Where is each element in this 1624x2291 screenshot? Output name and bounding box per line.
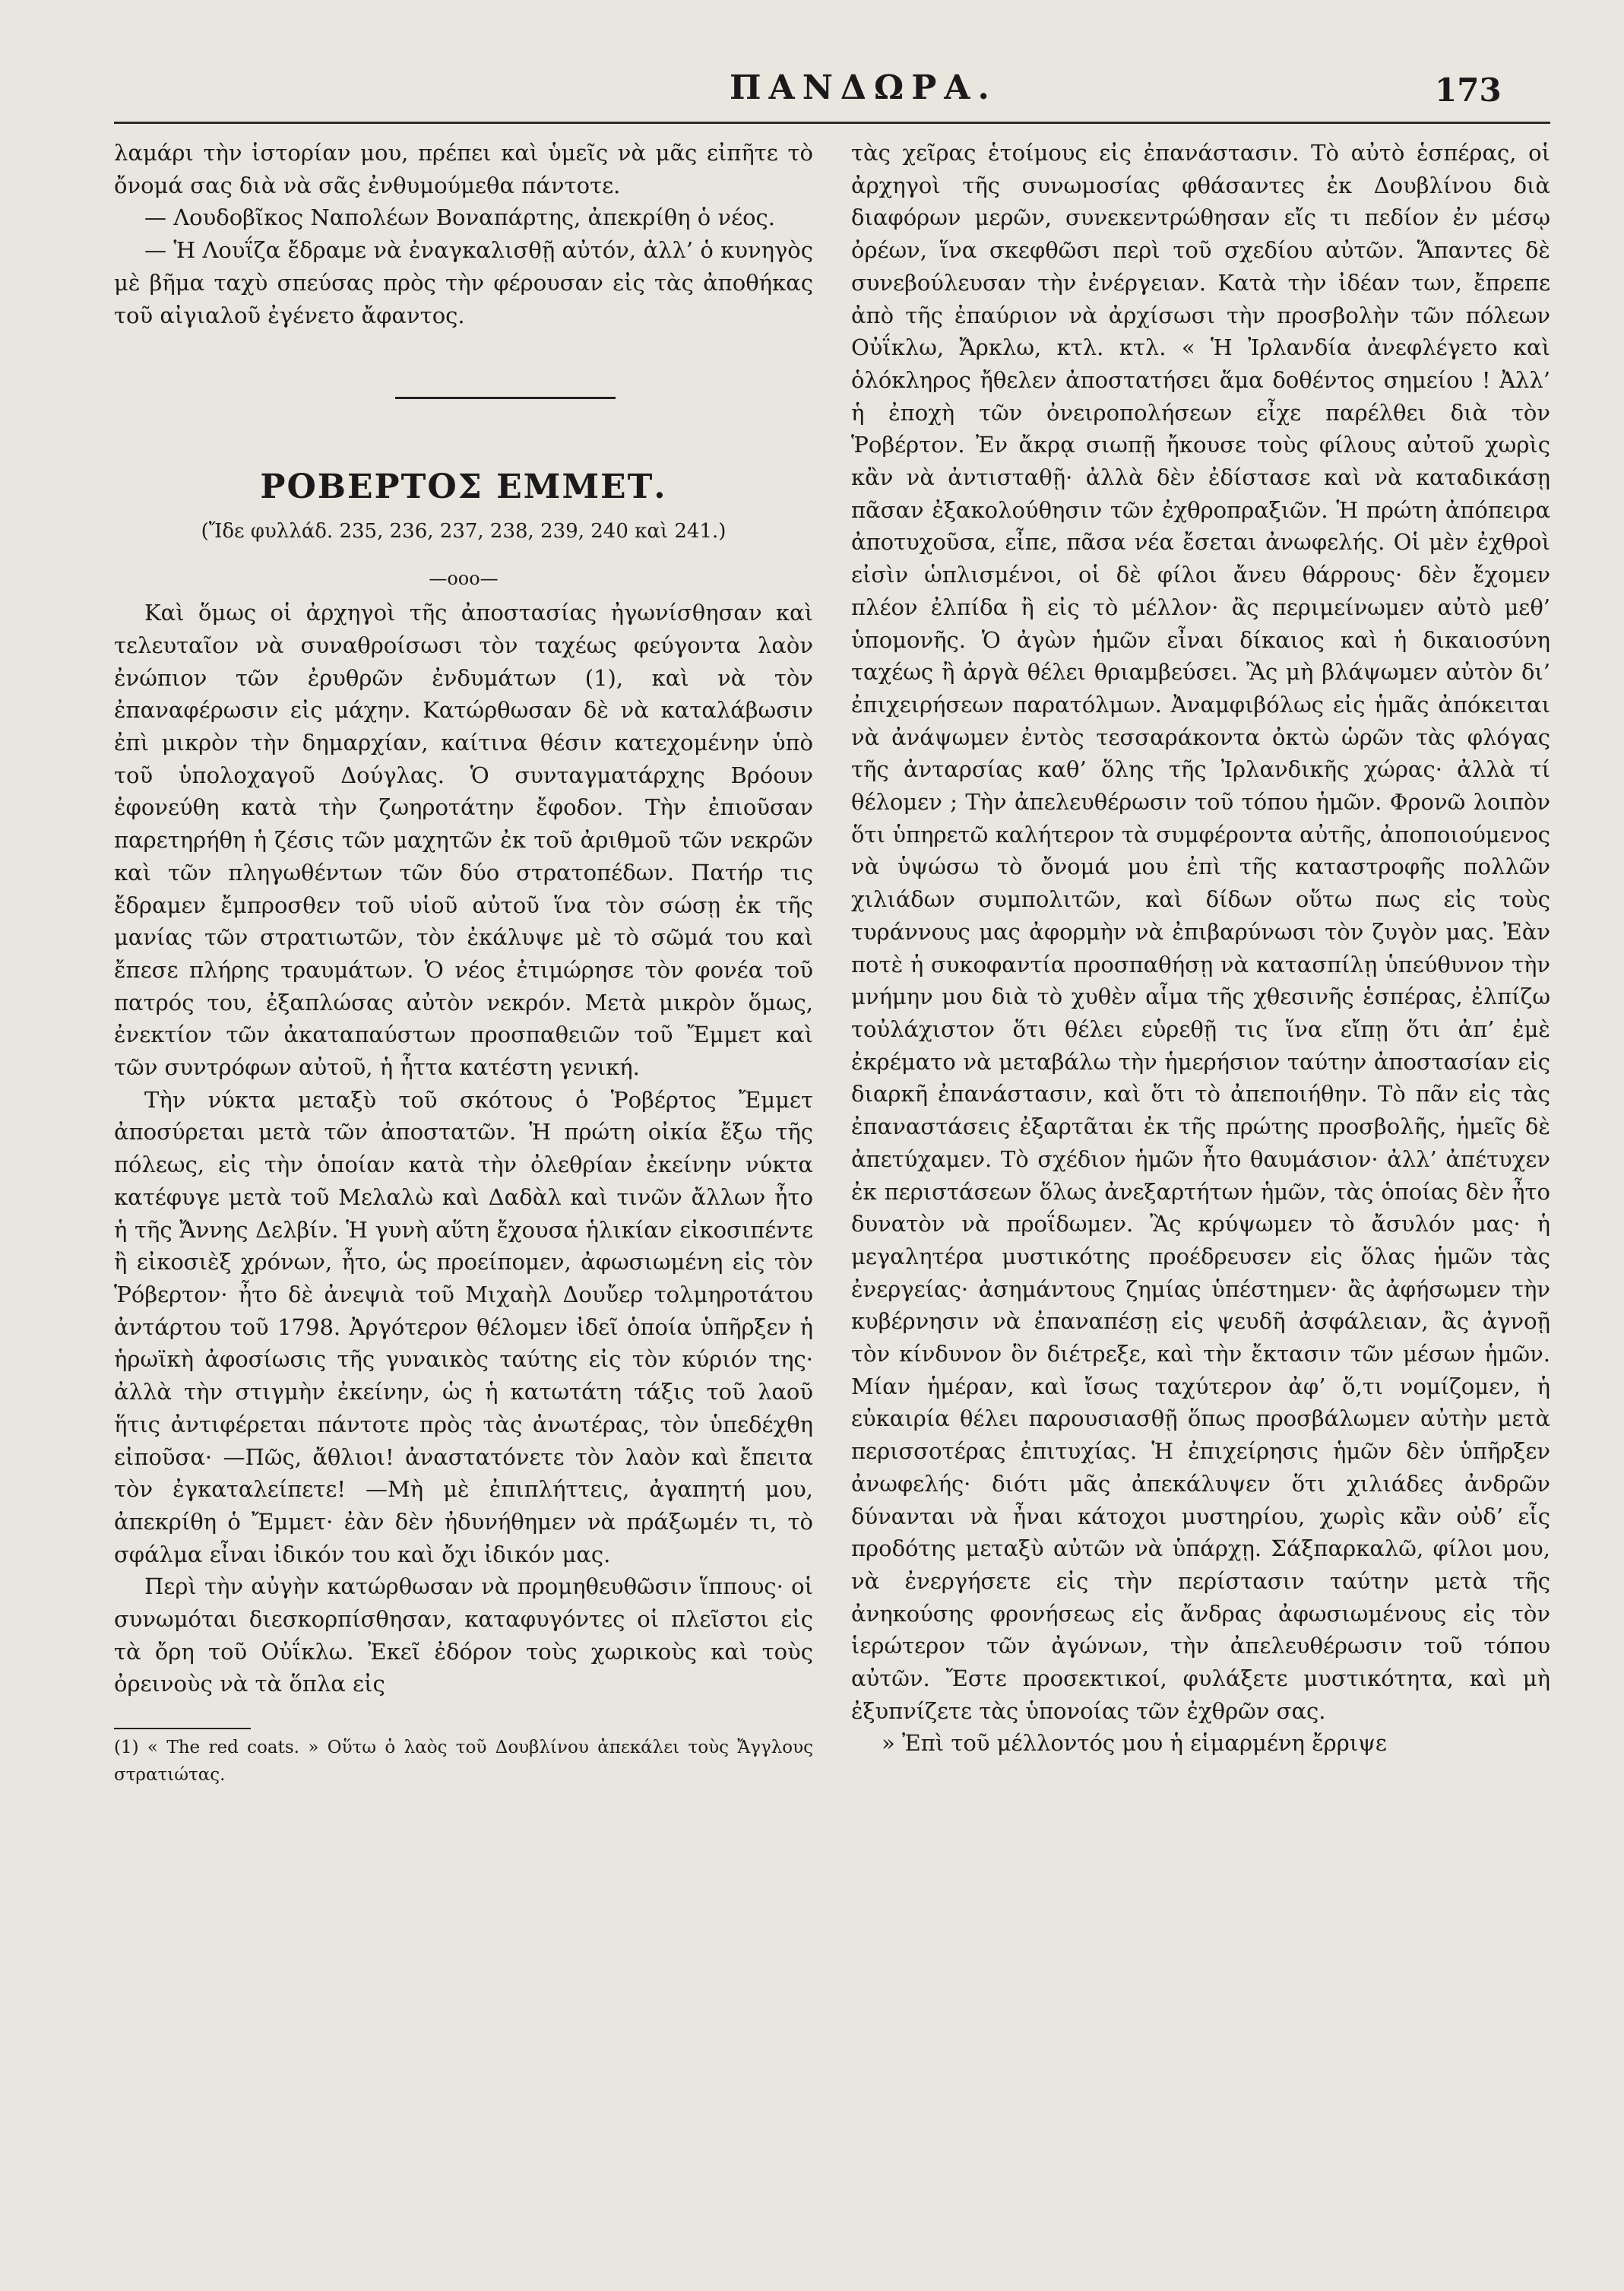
intro-paragraph: — Λουδοβῖκος Ναπολέων Βοναπάρτης, ἀπεκρίθη ὁ νέος.: [144, 204, 776, 231]
left-column: [114, 137, 813, 1789]
body-paragraph: Τὴν νύκτα μεταξὺ τοῦ σκότους ὁ Ῥοβέρτος Ἔμμετ ἀποσύρεται μετὰ τῶν ἀποστατῶν. Ἡ πρώτη οἰκία ἔξω τῆς πόλεως, εἰς τὴν ὁποίαν κατὰ τὴν ὀλεθρίαν ἐκείνην νύκτα κατέφυγε μετὰ τοῦ Μελαλὼ καὶ Δαδὰλ καὶ τινῶν ἄλλων ἦτο ἡ τῆς Ἄννης Δελβίν. Ἡ γυνὴ αὕτη ἔχουσα ἡλικίαν εἰκοσιπέντε ἢ εἰκοσιὲξ χρόνων, ἦτο, ὡς προείπομεν, ἀφωσιωμένη εἰς τὸν Ῥόβερτον· ἦτο δὲ ἀνεψιὰ τοῦ Μιχαὴλ Δουὔερ τολμηροτάτου ἀντάρτου τοῦ 1798. Ἀργότερον θέλομεν ἰδεῖ ὁποία ὑπῆρξεν ἡ ἡρωϊκὴ ἀφοσίωσις τῆς γυναικὸς ταύτης εἰς τὸν κύριόν της· ἀλλὰ τὴν στιγμὴν ἐκείνην, ὡς ἡ κατωτάτη τάξις τοῦ λαοῦ ἥτις ἀντιφέρεται πάντοτε πρὸς τὰς ἀνωτέρας, τὸν ὑπεδέχθη εἰποῦσα· —Πῶς, ἄθλιοι! ἀναστατόνετε τὸν λαὸν καὶ ἔπειτα τὸν ἐγκαταλείπετε! —Μὴ μὲ ἐπιπλήττεις, ἀγαπητή μου, ἀπεκρίθη ὁ Ἔμμετ· ἐὰν δὲν ἠδυνήθημεν νὰ πράξωμέν τι, τὸ σφάλμα εἶναι ἰδικόν του καὶ ὄχι ἰδικόν μας.: [114, 1086, 813, 1567]
ornament-separator: —οοο—: [429, 568, 499, 590]
right-column: [851, 137, 1550, 1760]
body-paragraph: Περὶ τὴν αὐγὴν κατώρθωσαν νὰ προμηθευθῶσιν ἵππους· οἱ συνωμόται διεσκορπίσθησαν, καταφυγόντες οἱ πλεῖστοι εἰς τὰ ὄρη τοῦ Οὐΐκλω. Ἐκεῖ ἐδόρον τοὺς χωρικοὺς καὶ τοὺς ὀρεινοὺς νὰ τὰ ὅπλα εἰς: [114, 1573, 813, 1697]
body-paragraph: Καὶ ὅμως οἱ ἀρχηγοὶ τῆς ἀποστασίας ἠγωνίσθησαν καὶ τελευταῖον νὰ συναθροίσωσι τὸν ταχέως φεύγοντα λαὸν ἐνώπιον τῶν ἐρυθρῶν ἐνδυμάτων (1), καὶ νὰ τὸν ἐπαναφέρωσιν εἰς μάχην. Κατώρθωσαν δὲ νὰ καταλάβωσιν ἐπὶ μικρὸν τὴν δημαρχίαν, καίτινα θέσιν κατεχομένην ὑπὸ τοῦ ὑπολοχαγοῦ Δούγλας. Ὁ συνταγματάρχης Βρόουν ἐφονεύθη κατὰ τὴν ζωηροτάτην ἔφοδον. Τὴν ἐπιοῦσαν παρετηρήθη ἡ ζέσις τῶν μαχητῶν ἐκ τοῦ ἀριθμοῦ τῶν νεκρῶν καὶ τῶν πληγωθέντων τῶν δύο στρατοπέδων. Πατήρ τις ἔδραμεν ἔμπροσθεν τοῦ υἱοῦ αὐτοῦ ἵνα τὸν σώσῃ ἐκ τῆς μανίας τῶν στρατιωτῶν, τὸν ἐκάλυψε μὲ τὸ σῶμά του καὶ ἔπεσε πλήρης τραυμάτων. Ὁ νέος ἐτιμώρησε τὸν φονέα τοῦ πατρός του, ἐξαπλώσας αὐτὸν νεκρόν. Μετὰ μικρὸν ὅμως, ἐνεκτίον τῶν ἀκαταπαύστων προσπαθειῶν τοῦ Ἔμμετ καὶ τῶν συντρόφων αὐτοῦ, ἡ ἧττα κατέστη γενική.: [114, 600, 813, 1081]
section-divider: [395, 397, 616, 399]
footnote: (1) « The red coats. » Οὕτω ὁ λαὸς τοῦ Δουβλίνου ἀπεκάλει τοὺς Ἄγγλους στρατιώτας.: [114, 1738, 813, 1786]
running-head: [0, 68, 1624, 122]
intro-paragraph: — Ἡ Λουΐζα ἔδραμε νὰ ἐναγκαλισθῇ αὐτόν, ἀλλ’ ὁ κυνηγὸς μὲ βῆμα ταχὺ σπεύσας πρὸς τὴν φέρουσαν εἰς τὰς ἀποθήκας τοῦ αἰγιαλοῦ ἐγένετο ἄφαντος.: [114, 237, 813, 328]
page-number: 173: [1435, 71, 1502, 109]
body-paragraph: » Ἐπὶ τοῦ μέλλοντός μου ἡ εἱμαρμένη ἔρριψε: [882, 1730, 1387, 1757]
article-reference: (Ἴδε φυλλάδ. 235, 236, 237, 238, 239, 240 καὶ 241.): [201, 520, 727, 543]
periodical-title: ΠΑΝΔΩΡΑ.: [730, 68, 997, 107]
article-title: ΡΟΒΕΡΤΟΣ ΕΜΜΕΤ.: [260, 467, 667, 507]
header-rule: [114, 122, 1550, 124]
footnote-rule: [114, 1728, 251, 1729]
body-paragraph: τὰς χεῖρας ἑτοίμους εἰς ἐπανάστασιν. Τὸ αὐτὸ ἑσπέρας, οἱ ἀρχηγοὶ τῆς συνωμοσίας φθάσαντες ἐκ Δουβλίνου διὰ διαφόρων μερῶν, συνεκεντρώθησαν εἴς τι πεδίον ἐν μέσῳ ὀρέων, ἵνα σκεφθῶσι περὶ τοῦ σχεδίου αὐτῶν. Ἅπαντες δὲ συνεβούλευσαν τὴν ἐνέργειαν. Κατὰ τὴν ἰδέαν των, ἔπρεπε ἀπὸ τῆς ἐπαύριον νὰ ἀρχίσωσι τὴν προσβολὴν τῶν πόλεων Οὐΐκλω, Ἄρκλω, κτλ. κτλ. « Ἡ Ἰρλανδία ἀνεφλέγετο καὶ ὁλόκληρος ἤθελεν ἀποστατήσει ἅμα δοθέντος σημείου ! Ἀλλ’ ἡ ἐποχὴ τῶν ὀνειροπολήσεων εἶχε παρέλθει διὰ τὸν Ῥοβέρτον. Ἐν ἄκρᾳ σιωπῇ ἤκουσε τοὺς φίλους αὐτοῦ χωρὶς κἂν νὰ ἀντισταθῇ· ἀλλὰ δὲν ἐδίστασε καὶ νὰ καταδικάσῃ πᾶσαν ἐξακολούθησιν τῶν ἐχθροπραξιῶν. Ἡ πρώτη ἀπόπειρα ἀποτυχοῦσα, εἶπε, πᾶσα νέα ἔσεται ἀνωφελής. Οἱ μὲν ἐχθροὶ εἰσὶν ὡπλισμένοι, οἱ δὲ φίλοι ἄνευ θάρρους· δὲν ἔχομεν πλέον ἐλπίδα ἢ εἰς τὸ μέλλον· ἂς περιμείνωμεν αὐτὸ μεθ’ ὑπομονῆς. Ὁ ἀγὼν ἡμῶν εἶναι δίκαιος καὶ ἡ δικαιοσύνη ταχέως ἢ ἀργὰ θέλει θριαμβεύσει. Ἂς μὴ βλάψωμεν αὐτὸν δι’ ἐπιχειρήσεων παρατόλμων. Ἀναμφιβόλως εἰς ἡμᾶς ἀπόκειται νὰ ἀνάψωμεν ἐντὸς τεσσαράκοντα ὀκτὼ ὡρῶν τὰς φλόγας τῆς ἀνταρσίας καθ’ ὅλης τῆς Ἰρλανδικῆς χώρας· ἀλλὰ τί θέλομεν ; Τὴν ἀπελευθέρωσιν τοῦ τόπου ἡμῶν. Φρονῶ λοιπὸν ὅτι ὑπηρετῶ καλήτερον τὰ συμφέροντα αὐτῆς, ἀποποιούμενος νὰ ὑψώσω τὸ ὄνομά μου ἐπὶ τῆς καταστροφῆς πολλῶν χιλιάδων συμπολιτῶν, καὶ δίδων οὕτω πως εἰς τοὺς τυράννους μας ἀφορμὴν νὰ ἐπιβαρύνωσι τὸν ζυγὸν μας. Ἐὰν ποτὲ ἡ συκοφαντία προσπαθήσῃ νὰ κατασπίλῃ ὑπεύθυνον τὴν μνήμην μου διὰ τὸ χυθὲν αἷμα τῆς χθεσινῆς ἑσπέρας, ἐλπίζω τοὐλάχιστον ὅτι θέλει εὑρεθῇ τις ἵνα εἴπῃ ὅτι ἀπ’ ἐμὲ ἐκρέματο νὰ μεταβάλω τὴν ἡμερήσιον ταύτην ἀποστασίαν εἰς διαρκῆ ἐπανάστασιν, καὶ ὅτι τὸ ἀπεποιήθην. Τὸ πᾶν εἰς τὰς ἐπαναστάσεις ἐξαρτᾶται ἐκ τῆς πρώτης προσβολῆς, ἡμεῖς δὲ ἀπετύχαμεν. Τὸ σχέδιον ἡμῶν ἦτο θαυμάσιον· ἀλλ’ ἀπέτυχεν ἐκ περιστάσεων ὅλως ἀνεξαρτήτων ἡμῶν, τὰς ὁποίας δὲν ἦτο δυνατὸν νὰ προΐδωμεν. Ἂς κρύψωμεν τὸ ἄσυλόν μας· ἡ μεγαλητέρα μυστικότης προέδρευσεν εἰς ὅλας ἡμῶν τὰς ἐνεργείας· ἀσημάντους ζημίας ὑπέστημεν· ἂς ἀφήσωμεν τὴν κυβέρνησιν νὰ ἐπαναπέσῃ εἰς ψευδῆ ἀσφάλειαν, ἂς ἀγνοῇ τὸν κίνδυνον ὃν διέτρεξε, καὶ τὴν ἔκτασιν τῶν μέσων ἡμῶν. Μίαν ἡμέραν, καὶ ἴσως ταχύτερον ἀφ’ ὅ,τι νομίζομεν, ἡ εὐκαιρία θέλει παρουσιασθῇ ὅπως προσβάλωμεν αὐτὴν μετὰ περισσοτέρας ἐπιτυχίας. Ἡ ἐπιχείρησις ἡμῶν δὲν ὑπῆρξεν ἀνωφελής· διότι μᾶς ἀπεκάλυψεν ὅτι χιλιάδες ἀνδρῶν δύνανται νὰ ἦναι κάτοχοι μυστηρίου, χωρὶς κἂν οὐδ’ εἷς προδότης μεταξὺ αὐτῶν νὰ ὑπάρχῃ. Σάξπαρκαλῶ, φίλοι μου, νὰ ἐνεργήσετε εἰς τὴν περίστασιν ταύτην μετὰ τῆς ἀνηκούσης φρονήσεως εἰς ἄνδρας ἀφωσιωμένους εἰς τὸν ἱερώτερον τῶν ἀγώνων, τὴν ἀπελευθέρωσιν τοῦ τόπου αὐτῶν. Ἔστε προσεκτικοί, φυλάξετε μυστικότητα, καὶ μὴ ἐξυπνίζετε τὰς ὑπονοίας τῶν ἐχθρῶν σας.: [851, 140, 1550, 1724]
intro-paragraph: λαμάρι τὴν ἱστορίαν μου, πρέπει καὶ ὑμεῖς νὰ μᾶς εἰπῆτε τὸ ὄνομά σας διὰ νὰ σᾶς ἐνθυμούμεθα πάντοτε.: [114, 140, 813, 198]
